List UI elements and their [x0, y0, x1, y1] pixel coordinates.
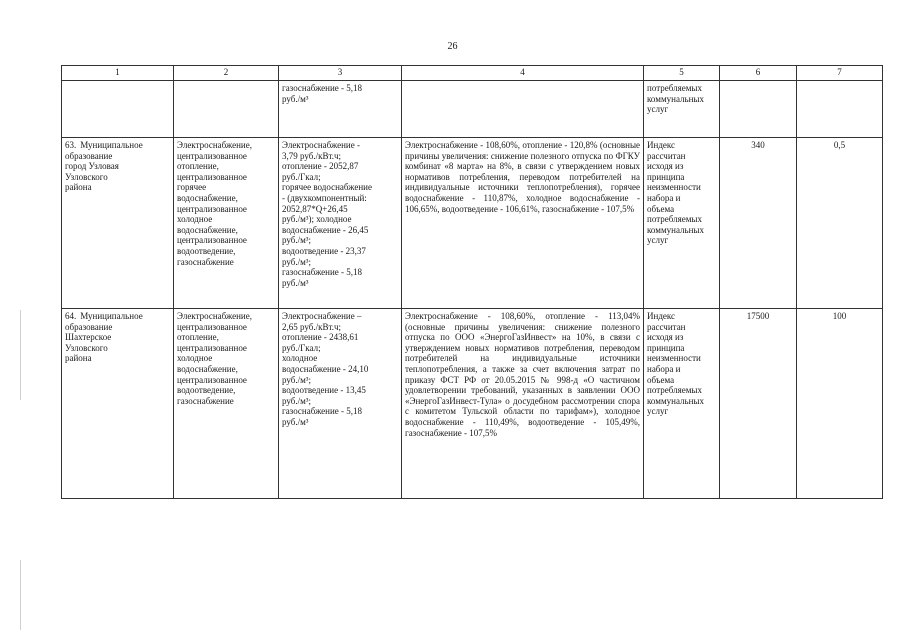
municipality-cell: [62, 138, 174, 309]
column-header: 3: [279, 66, 402, 81]
cell-line: централизованное: [177, 374, 247, 385]
cell-line: водоснабжение,: [177, 363, 238, 374]
cell-line: 2052,87*Q+26,45: [282, 203, 348, 214]
cell-line: Электроснабжение,: [177, 311, 252, 321]
cell-line: водоотведение - 23,37: [282, 245, 366, 256]
cell-line: водоотведение,: [177, 385, 236, 396]
row-number: 64.: [65, 311, 77, 321]
column-number-row: [62, 66, 883, 81]
cell-line: 2,65 руб./кВт.ч;: [282, 321, 342, 332]
cell-line: централизованное: [177, 342, 247, 353]
cell-line: района: [65, 182, 92, 193]
continuation-row: [62, 81, 883, 138]
municipality-cell: [62, 309, 174, 499]
tariffs-cell: [279, 309, 402, 499]
tariff-table: [61, 65, 883, 499]
scan-margin-line: [20, 310, 21, 400]
cell-line: района: [65, 353, 92, 364]
continuation-cell: [174, 81, 279, 138]
cell-line: централизованное: [177, 150, 247, 161]
cell-line: услуг: [647, 235, 669, 246]
cell-line: Шахтерское: [65, 332, 112, 343]
cell-line: Индекс: [647, 140, 676, 150]
cell-line: руб./м³: [282, 416, 309, 427]
cell-line: водоотведение - 13,45: [282, 385, 366, 396]
cell-line: потребляемых: [647, 385, 702, 396]
continuation-tariffs: [279, 81, 402, 138]
column-header: 2: [174, 66, 279, 81]
cell-line: централизованное: [177, 171, 247, 182]
cell-line: коммунальных: [647, 395, 704, 406]
column-header: 4: [402, 66, 644, 81]
cell-line: Муниципальное: [80, 311, 143, 321]
cell-line: рассчитан: [647, 150, 686, 161]
basis-cell: [644, 309, 720, 499]
scan-margin-line: [20, 560, 21, 630]
cell-line: набора и: [647, 363, 681, 374]
continuation-cell: [402, 81, 644, 138]
continuation-cell: [62, 81, 174, 138]
cell-line: исходя из: [647, 332, 684, 343]
cell-line: руб./м³;: [282, 256, 311, 267]
table-row: [62, 309, 883, 499]
row-number: 63.: [65, 140, 77, 150]
continuation-basis: [644, 81, 720, 138]
continuation-cell: [720, 81, 797, 138]
cell-line: потребляемых: [647, 214, 702, 225]
col7-value: 0,5: [797, 138, 883, 309]
cell-line: коммунальных: [647, 224, 704, 235]
cell-line: водоснабжение - 26,45: [282, 224, 369, 235]
cell-line: отопление - 2052,87: [282, 161, 359, 172]
cell-line: централизованное: [177, 321, 247, 332]
cell-line: газоснабжение - 5,18: [282, 406, 363, 417]
services-cell: [174, 138, 279, 309]
cell-line: неизменности: [647, 182, 701, 193]
cell-line: водоснабжение - 24,10: [282, 363, 369, 374]
cell-line: руб./м³); холодное: [282, 214, 352, 225]
cell-line: газоснабжение - 5,18: [282, 267, 363, 278]
cell-line: централизованное: [177, 235, 247, 246]
cell-line: руб./м³: [282, 93, 309, 104]
cell-line: отопление - 2438,61: [282, 332, 359, 343]
cell-line: руб./м³;: [282, 395, 311, 406]
cell-line: газоснабжение: [177, 256, 234, 267]
cell-line: руб./Гкал;: [282, 171, 321, 182]
cell-line: централизованное: [177, 203, 247, 214]
cell-line: принципа: [647, 342, 685, 353]
cell-line: Узловского: [65, 171, 108, 182]
cell-line: коммунальных: [647, 93, 704, 104]
cell-line: потребляемых: [647, 83, 702, 93]
cell-line: руб./Гкал;: [282, 342, 321, 353]
cell-line: отопление,: [177, 332, 219, 343]
column-header: 7: [797, 66, 883, 81]
cell-line: объема: [647, 203, 675, 214]
basis-cell: [644, 138, 720, 309]
cell-line: объема: [647, 374, 675, 385]
cell-line: холодное: [177, 353, 213, 364]
column-header: 5: [644, 66, 720, 81]
cell-line: 3,79 руб./кВт.ч;: [282, 150, 342, 161]
cell-line: Электроснабжение –: [282, 311, 362, 321]
col6-value: 340: [720, 138, 797, 309]
cell-line: водоснабжение,: [177, 224, 238, 235]
cell-line: водоотведение,: [177, 245, 236, 256]
cell-line: горячее: [177, 182, 207, 193]
cell-line: водоснабжение,: [177, 192, 238, 203]
cell-line: принципа: [647, 171, 685, 182]
cell-line: Индекс: [647, 311, 676, 321]
cell-line: газоснабжение - 5,18: [282, 83, 363, 93]
col7-value: 100: [797, 309, 883, 499]
cell-line: набора и: [647, 192, 681, 203]
col6-value: 17500: [720, 309, 797, 499]
cell-line: руб./м³;: [282, 235, 311, 246]
column-header: 6: [720, 66, 797, 81]
cell-line: руб./м³: [282, 277, 309, 288]
services-cell: [174, 309, 279, 499]
cell-line: - (двухкомпонентный:: [282, 192, 367, 203]
indices-cell: Электроснабжение - 108,60%, отопление - 120,8% (основные причины увеличения: снижение полезного отпуска по ФГКУ комбинат «8 марта» на 8%, в связи с утверждением новых нормативов потребления, переводом потребителей на индивидуальные источники теплопотребления), горячее водоснабжение - 110,87%, холодное водоснабжение - 106,65%, водоотведение - 106,61%, газоснабжение - 107,5%: [402, 138, 644, 309]
cell-line: холодное: [177, 214, 213, 225]
cell-line: образование: [65, 150, 113, 161]
cell-line: неизменности: [647, 353, 701, 364]
cell-line: исходя из: [647, 161, 684, 172]
page-number: 26: [447, 41, 458, 52]
cell-line: услуг: [647, 406, 669, 417]
cell-line: Электроснабжение,: [177, 140, 252, 150]
cell-line: услуг: [647, 104, 669, 115]
cell-line: рассчитан: [647, 321, 686, 332]
cell-line: образование: [65, 321, 113, 332]
cell-line: Электроснабжение -: [282, 140, 360, 150]
continuation-cell: [797, 81, 883, 138]
cell-line: Муниципальное: [80, 140, 143, 150]
cell-line: холодное: [282, 353, 318, 364]
indices-cell: Электроснабжение - 108,60%, отопление - 113,04% (основные причины увеличения: снижение полезного отпуска по ООО «ЭнергоГазИнвест» на 10%, в связи с утверждением новых нормативов потребления, переводом потребителей на индивидуальные источники теплопотребления, а также за счет включения затрат по приказу ФСТ РФ от 20.05.2015 № 998-д «О частичном удовлетворении требований, указанных в заявлении ООО «ЭнергоГазИнвест-Тула» о досудебном рассмотрении спора с комитетом Тульской области по тарифам»), холодное водоснабжение - 110,49%, водоотведение - 105,49%, газоснабжение - 107,5%: [402, 309, 644, 499]
cell-line: город Узловая: [65, 161, 119, 172]
cell-line: руб./м³;: [282, 374, 311, 385]
table-row: [62, 138, 883, 309]
cell-line: Узловского: [65, 342, 108, 353]
tariffs-cell: [279, 138, 402, 309]
cell-line: газоснабжение: [177, 395, 234, 406]
cell-line: отопление,: [177, 161, 219, 172]
cell-line: горячее водоснабжение: [282, 182, 372, 193]
column-header: 1: [62, 66, 174, 81]
